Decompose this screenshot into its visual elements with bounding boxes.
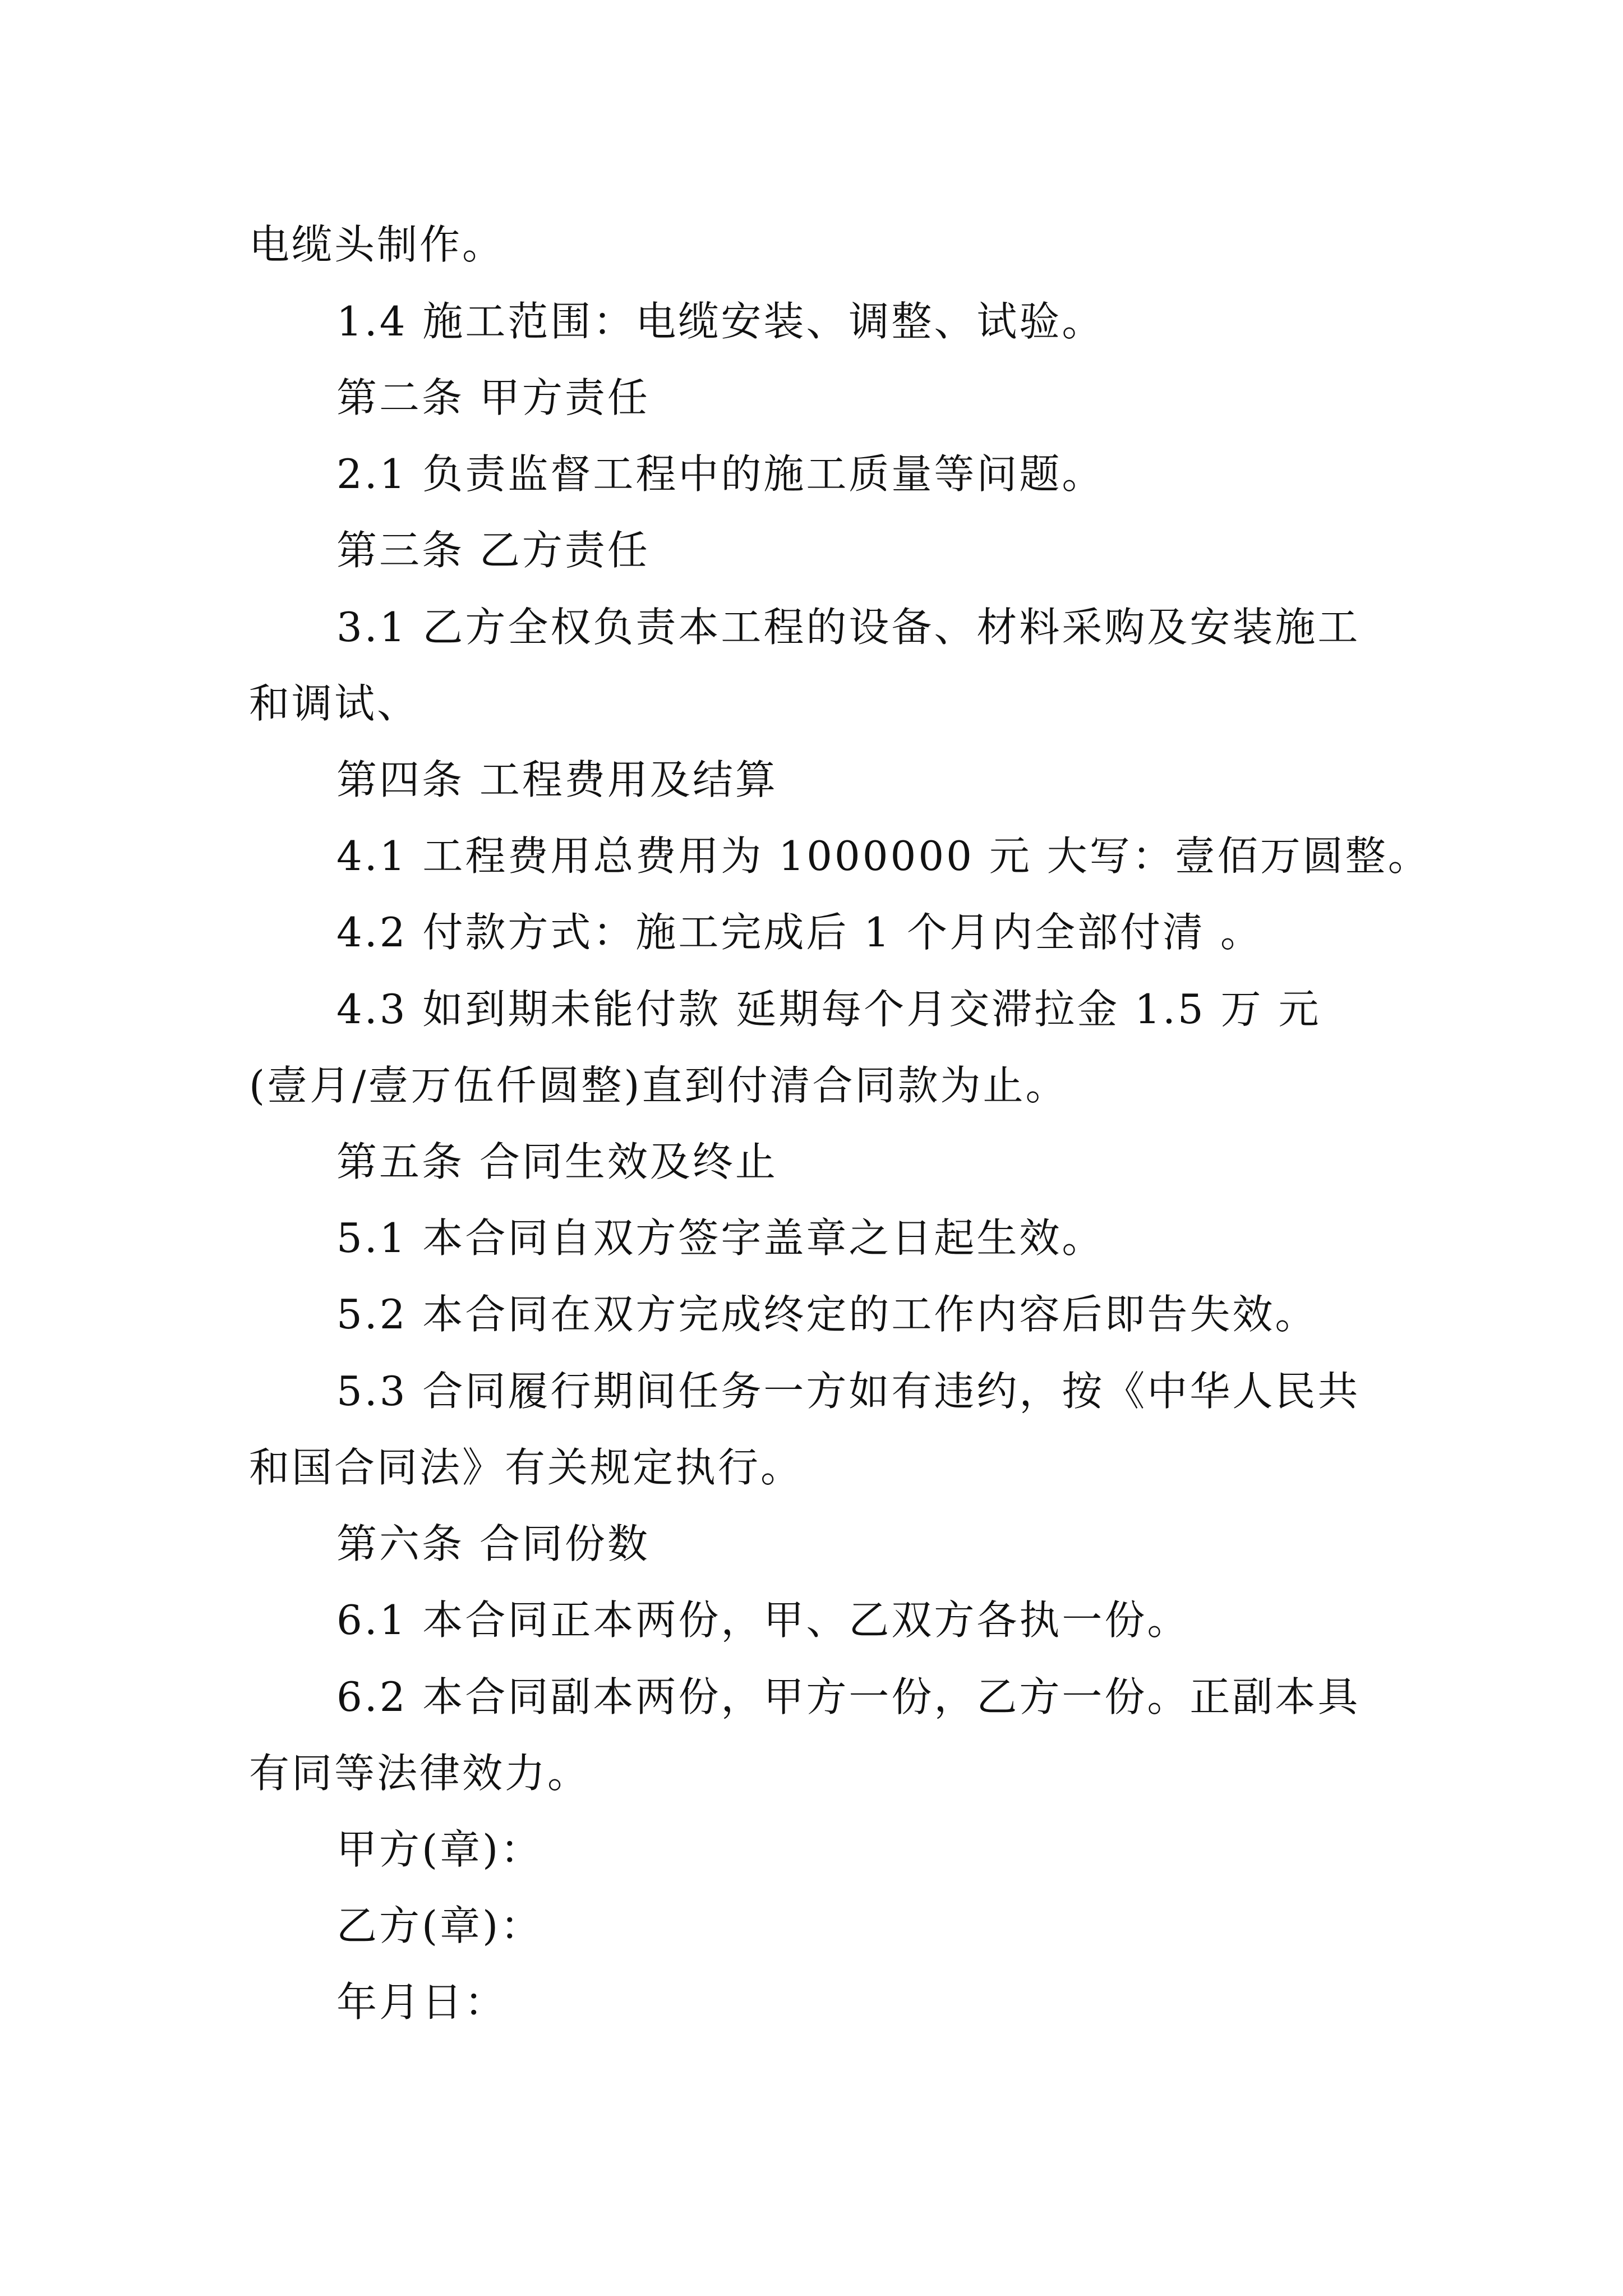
article-heading: 第五条 合同生效及终止 bbox=[336, 1138, 778, 1185]
article-heading: 第二条 甲方责任 bbox=[336, 374, 650, 421]
clause-line: 5.2 本合同在双方完成终定的工作内容后即告失效。 bbox=[336, 1291, 1318, 1338]
clause-line: 4.1 工程费用总费用为 1000000 元 大写：壹佰万圆整。 bbox=[336, 832, 1431, 880]
clause-line: 4.3 如到期未能付款 延期每个月交滞拉金 1.5 万 元 bbox=[336, 986, 1321, 1033]
article-heading: 第六条 合同份数 bbox=[336, 1520, 650, 1567]
clause-line: 1.4 施工范围：电缆安装、调整、试验。 bbox=[336, 298, 1105, 345]
clause-line: 6.2 本合同副本两份，甲方一份，乙方一份。正副本具 bbox=[336, 1673, 1361, 1720]
text-line: 有同等法律效力。 bbox=[249, 1750, 591, 1797]
party-a-seal-line: 甲方(章)： bbox=[336, 1826, 543, 1873]
clause-line: 6.1 本合同正本两份，甲、乙双方各执一份。 bbox=[336, 1596, 1190, 1644]
article-heading: 第三条 乙方责任 bbox=[336, 527, 650, 574]
article-heading: 第四条 工程费用及结算 bbox=[336, 756, 778, 803]
clause-line: 4.2 付款方式：施工完成后 1 个月内全部付清 。 bbox=[336, 909, 1263, 956]
clause-line: 3.1 乙方全权负责本工程的设备、材料采购及安装施工 bbox=[336, 604, 1361, 651]
party-b-seal-line: 乙方(章)： bbox=[336, 1902, 543, 1949]
text-line: 和国合同法》有关规定执行。 bbox=[249, 1444, 804, 1491]
clause-line: 2.1 负责监督工程中的施工质量等问题。 bbox=[336, 450, 1105, 498]
text-line: (壹月/壹万伍仟圆整)直到付清合同款为止。 bbox=[249, 1062, 1068, 1109]
text-line: 电缆头制作。 bbox=[249, 221, 505, 268]
date-line: 年月日： bbox=[336, 1978, 508, 2026]
clause-line: 5.3 合同履行期间任务一方如有违约，按《中华人民共 bbox=[336, 1368, 1361, 1415]
clause-line: 5.1 本合同自双方签字盖章之日起生效。 bbox=[336, 1214, 1105, 1262]
text-line: 和调试、 bbox=[249, 680, 420, 727]
